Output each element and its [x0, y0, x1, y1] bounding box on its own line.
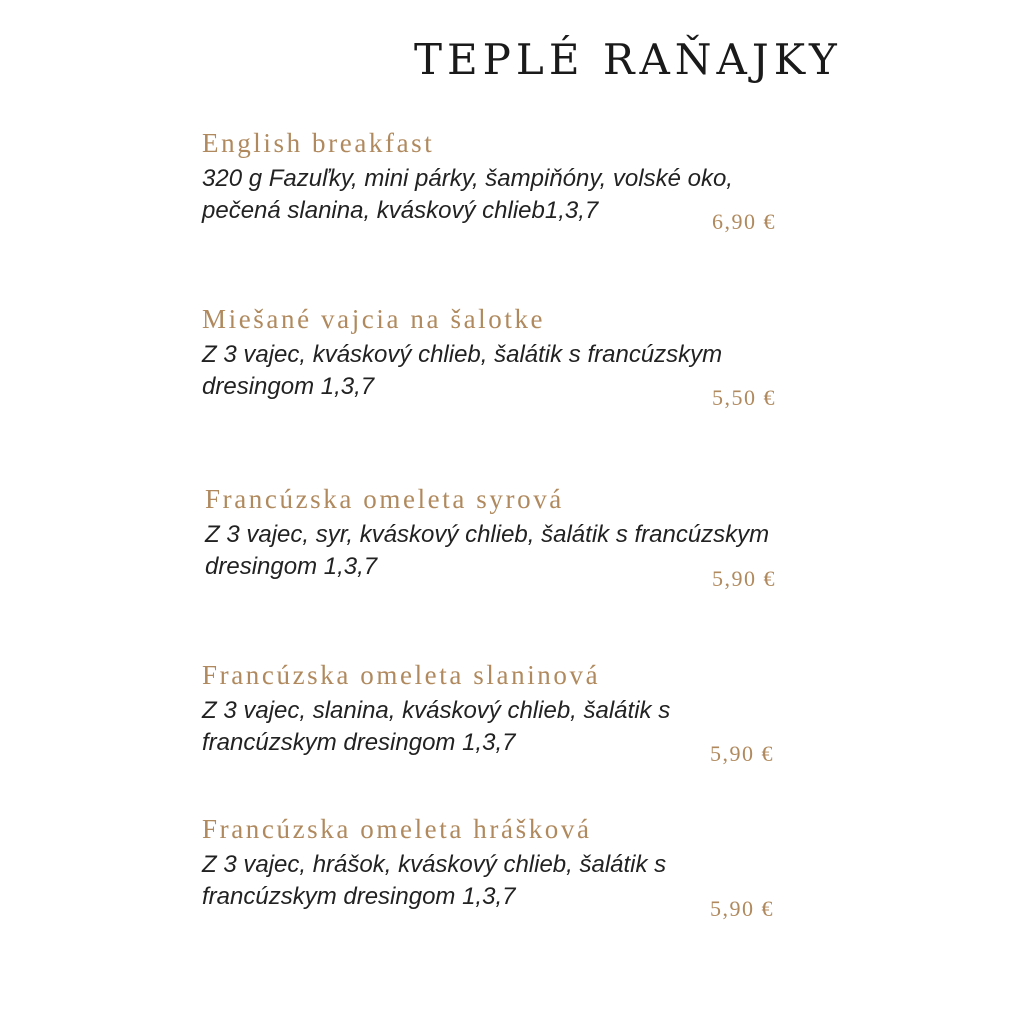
item-price: 5,50 € [712, 385, 776, 410]
item-description-line2: dresingom 1,3,7 [205, 553, 378, 580]
item-description-line1: Z 3 vajec, slanina, kváskový chlieb, šalátik s [202, 697, 671, 724]
item-name: Miešané vajcia na šalotke [202, 304, 546, 334]
item-description-line2: pečená slanina, kváskový chlieb1,3,7 [202, 197, 599, 224]
menu-title: TEPLÉ RAŇAJKY [414, 35, 842, 84]
item-name: Francúzska omeleta hrášková [202, 814, 592, 844]
item-description-line2: francúzskym dresingom 1,3,7 [202, 729, 516, 756]
item-price: 5,90 € [710, 896, 774, 921]
item-name: Francúzska omeleta slaninová [202, 660, 601, 690]
item-description-line1: 320 g Fazuľky, mini párky, šampiňóny, volské oko, [202, 165, 733, 192]
item-price: 5,90 € [710, 741, 774, 766]
item-description-line1: Z 3 vajec, kváskový chlieb, šalátik s francúzskym [202, 341, 723, 368]
item-description-line1: Z 3 vajec, syr, kváskový chlieb, šalátik s francúzskym [205, 521, 770, 548]
item-price: 6,90 € [712, 209, 776, 234]
item-description-line2: dresingom 1,3,7 [202, 373, 375, 400]
item-description-line2: francúzskym dresingom 1,3,7 [202, 883, 516, 910]
item-description-line1: Z 3 vajec, hrášok, kváskový chlieb, šalátik s [202, 851, 667, 878]
item-name: English breakfast [202, 128, 435, 158]
item-name: Francúzska omeleta syrová [205, 484, 564, 514]
item-price: 5,90 € [712, 566, 776, 591]
